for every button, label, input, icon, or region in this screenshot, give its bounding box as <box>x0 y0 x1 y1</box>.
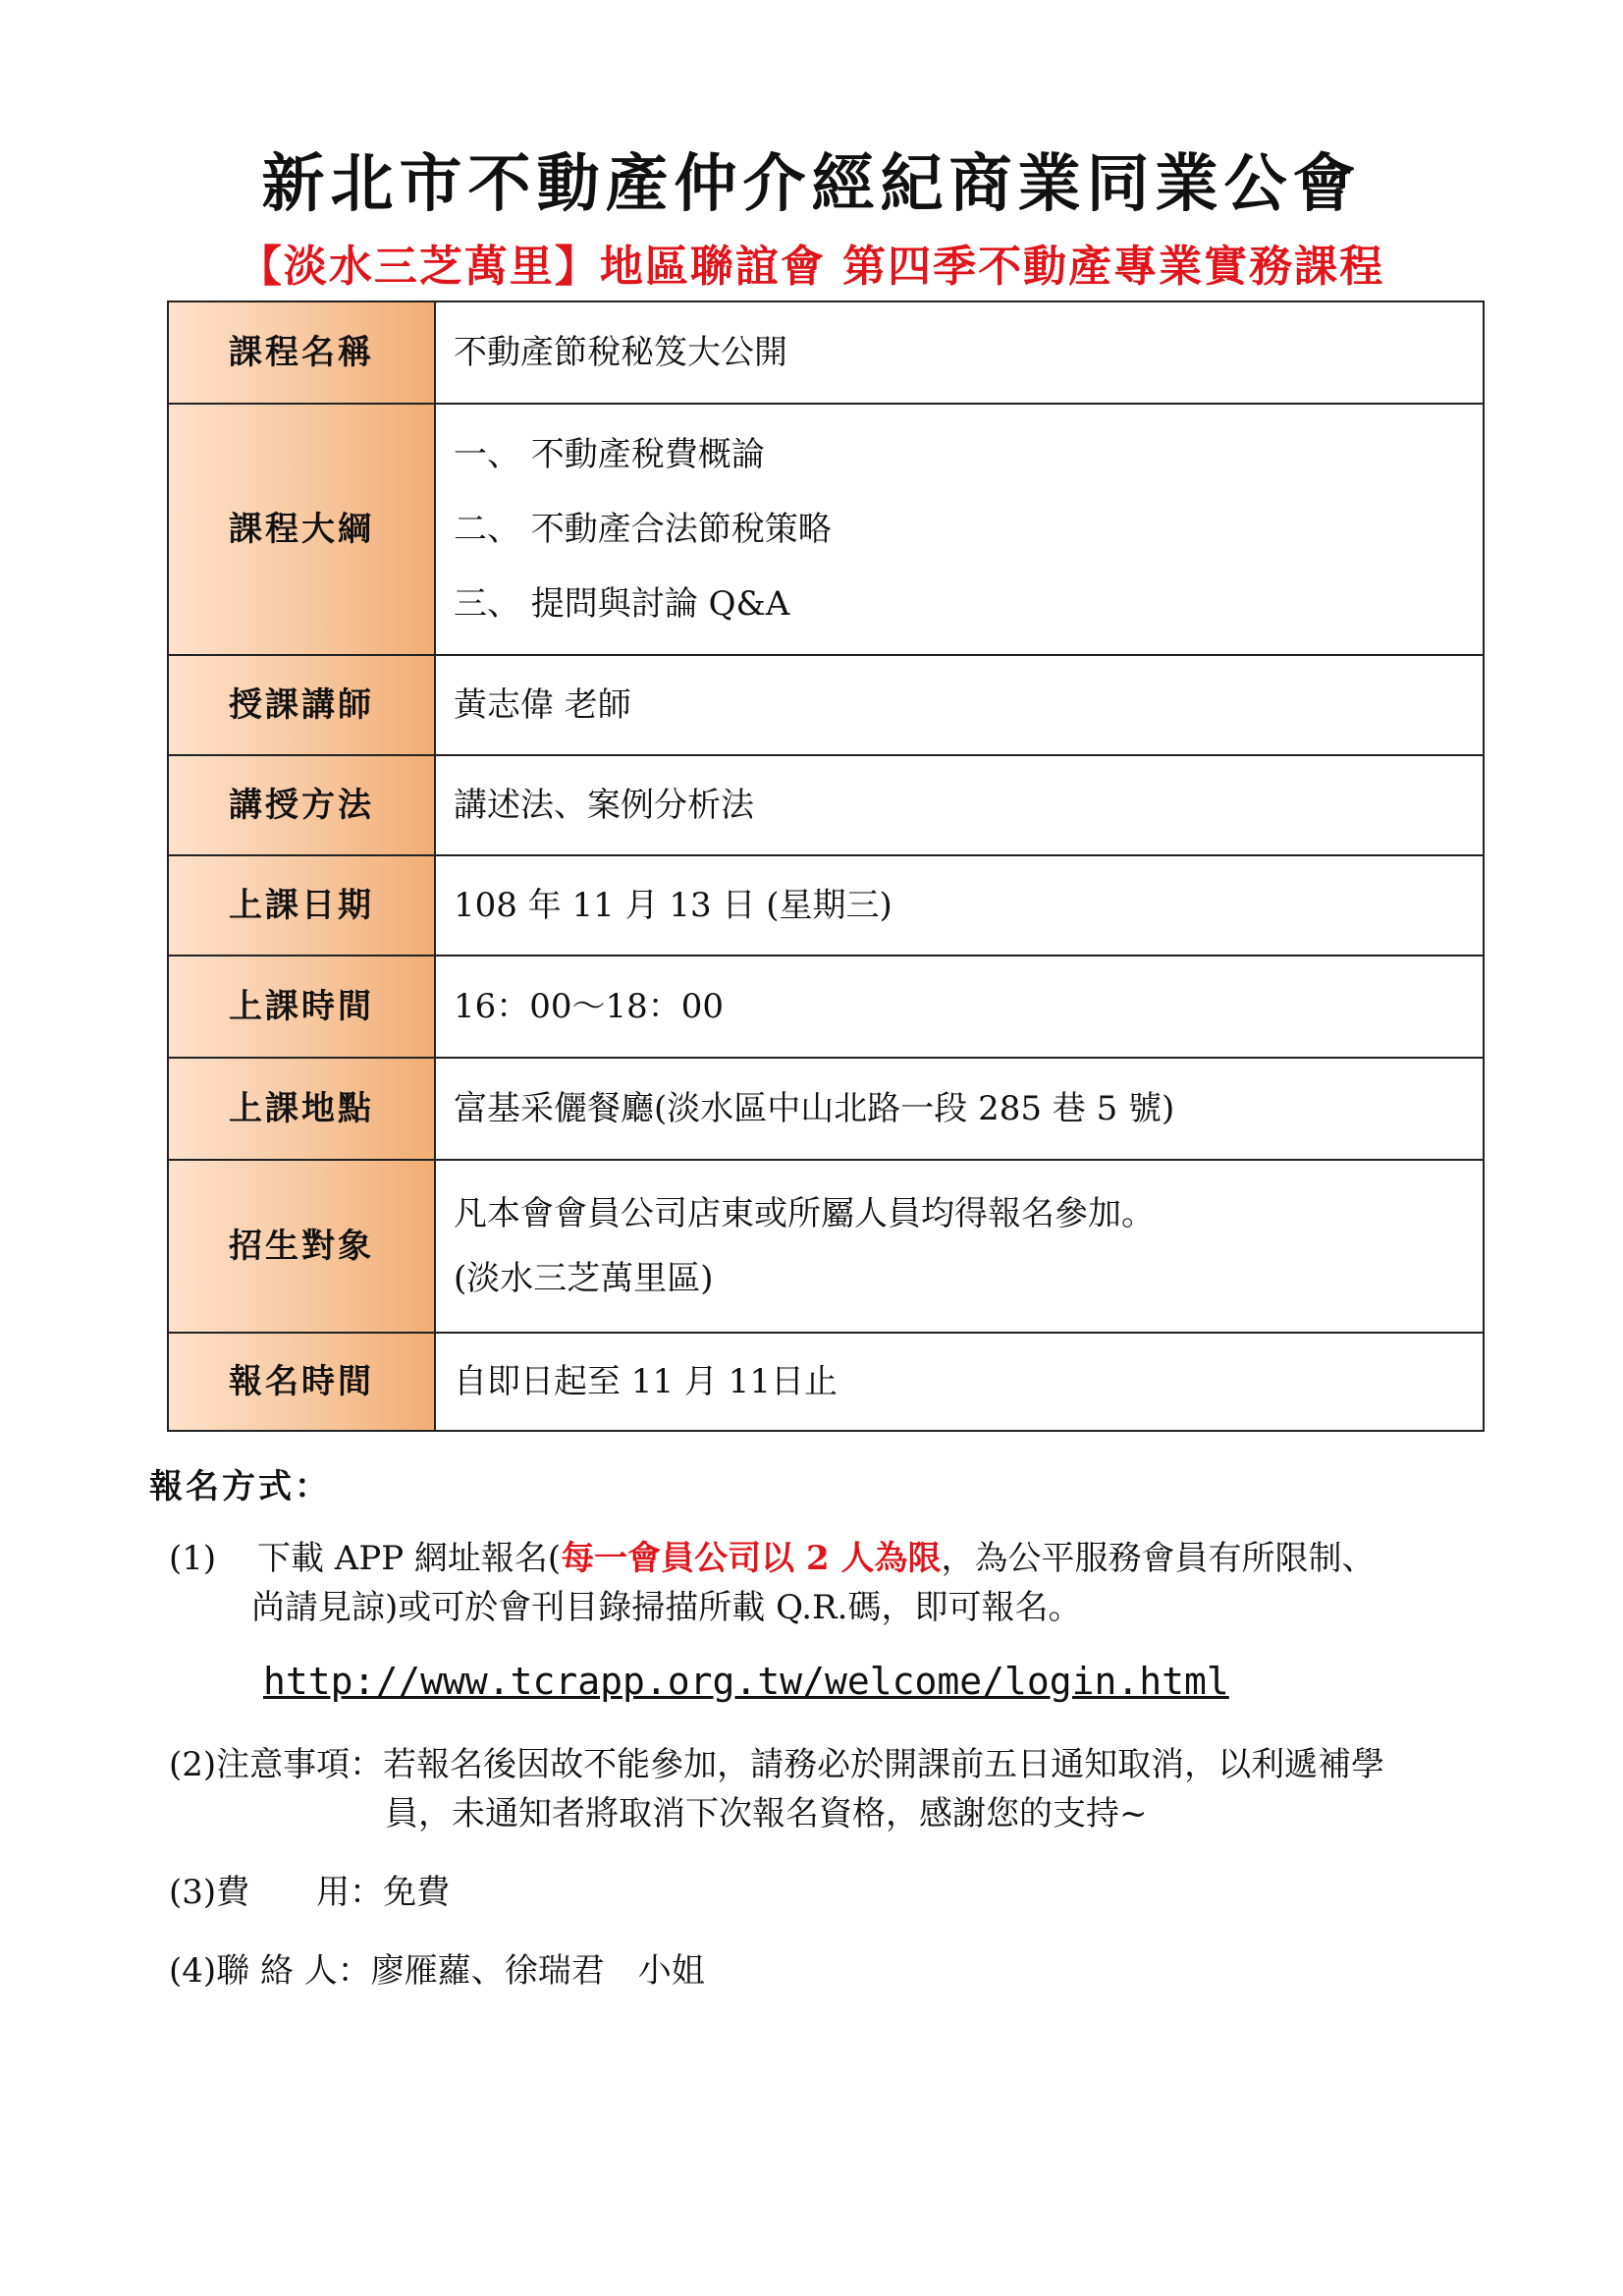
audience-label: 招生對象 <box>168 1160 435 1333</box>
registration-item-4: (4)聯 絡 人：廖雁蘿、徐瑞君 小姐 <box>169 1951 705 1991</box>
item-1-text-a: 下載 APP 網址報名( <box>257 1539 562 1578</box>
table-row <box>168 1160 1484 1333</box>
registration-heading: 報名方式： <box>149 1467 331 1506</box>
registration-item-1 <box>169 1534 1543 1632</box>
outline-item: 二、 不動產合法節稅策略 <box>454 510 832 549</box>
audience-line-2: (淡水三芝萬里區) <box>454 1259 714 1298</box>
course-outline-value <box>435 404 1484 655</box>
item-2-line-2: 員，未通知者將取消下次報名資格，感謝您的支持~ <box>385 1794 1148 1833</box>
table-row <box>168 301 1484 404</box>
table-row <box>168 1058 1484 1160</box>
table-row <box>168 404 1484 655</box>
outline-item: 一、 不動產稅費概論 <box>454 435 765 474</box>
audience-line-1: 凡本會會員公司店東或所屬人員均得報名參加。 <box>454 1194 1155 1233</box>
instructor-value: 黃志偉 老師 <box>435 655 1484 755</box>
method-value: 講述法、案例分析法 <box>435 755 1484 855</box>
location-value: 富基采儷餐廳(淡水區中山北路一段 285 巷 5 號) <box>435 1058 1484 1160</box>
table-row <box>168 655 1484 755</box>
registration-url-link[interactable]: http://www.tcrapp.org.tw/welcome/login.html <box>263 1660 1229 1703</box>
document-title: 新北市不動產仲介經紀商業同業公會 <box>261 147 1362 221</box>
registration-period-label: 報名時間 <box>168 1333 435 1431</box>
table-row <box>168 755 1484 855</box>
time-value: 16：00～18：00 <box>435 956 1484 1058</box>
table-row <box>168 855 1484 956</box>
course-name-value: 不動產節稅秘笈大公開 <box>435 301 1484 404</box>
item-2-line-1: (2)注意事項：若報名後因故不能參加，請務必於開課前五日通知取消，以利遞補學 <box>169 1745 1385 1784</box>
outline-item: 三、 提問與討論 Q&A <box>454 584 790 624</box>
instructor-label: 授課講師 <box>168 655 435 755</box>
date-label: 上課日期 <box>168 855 435 956</box>
item-1-text-c: 尚請見諒)或可於會刊目錄掃描所載 Q.R.碼，即可報名。 <box>251 1588 1082 1627</box>
item-number: (1) <box>169 1539 217 1578</box>
date-value: 108 年 11 月 13 日 (星期三) <box>435 855 1484 956</box>
course-outline-label: 課程大綱 <box>168 404 435 655</box>
table-row <box>168 956 1484 1058</box>
document-subtitle: 【淡水三芝萬里】地區聯誼會 第四季不動產專業實務課程 <box>238 242 1385 292</box>
table-row <box>168 1333 1484 1431</box>
audience-value <box>435 1160 1484 1333</box>
item-1-text-b: ，為公平服務會員有所限制、 <box>941 1539 1376 1578</box>
registration-item-3: (3)費 用：免費 <box>169 1873 451 1912</box>
course-info-table <box>167 301 1485 1432</box>
method-label: 講授方法 <box>168 755 435 855</box>
item-1-limit-note: 每一會員公司以 2 人為限 <box>561 1539 942 1578</box>
location-label: 上課地點 <box>168 1058 435 1160</box>
registration-period-value: 自即日起至 11 月 11日止 <box>435 1333 1484 1431</box>
course-name-label: 課程名稱 <box>168 301 435 404</box>
registration-item-2 <box>169 1740 1573 1838</box>
time-label: 上課時間 <box>168 956 435 1058</box>
